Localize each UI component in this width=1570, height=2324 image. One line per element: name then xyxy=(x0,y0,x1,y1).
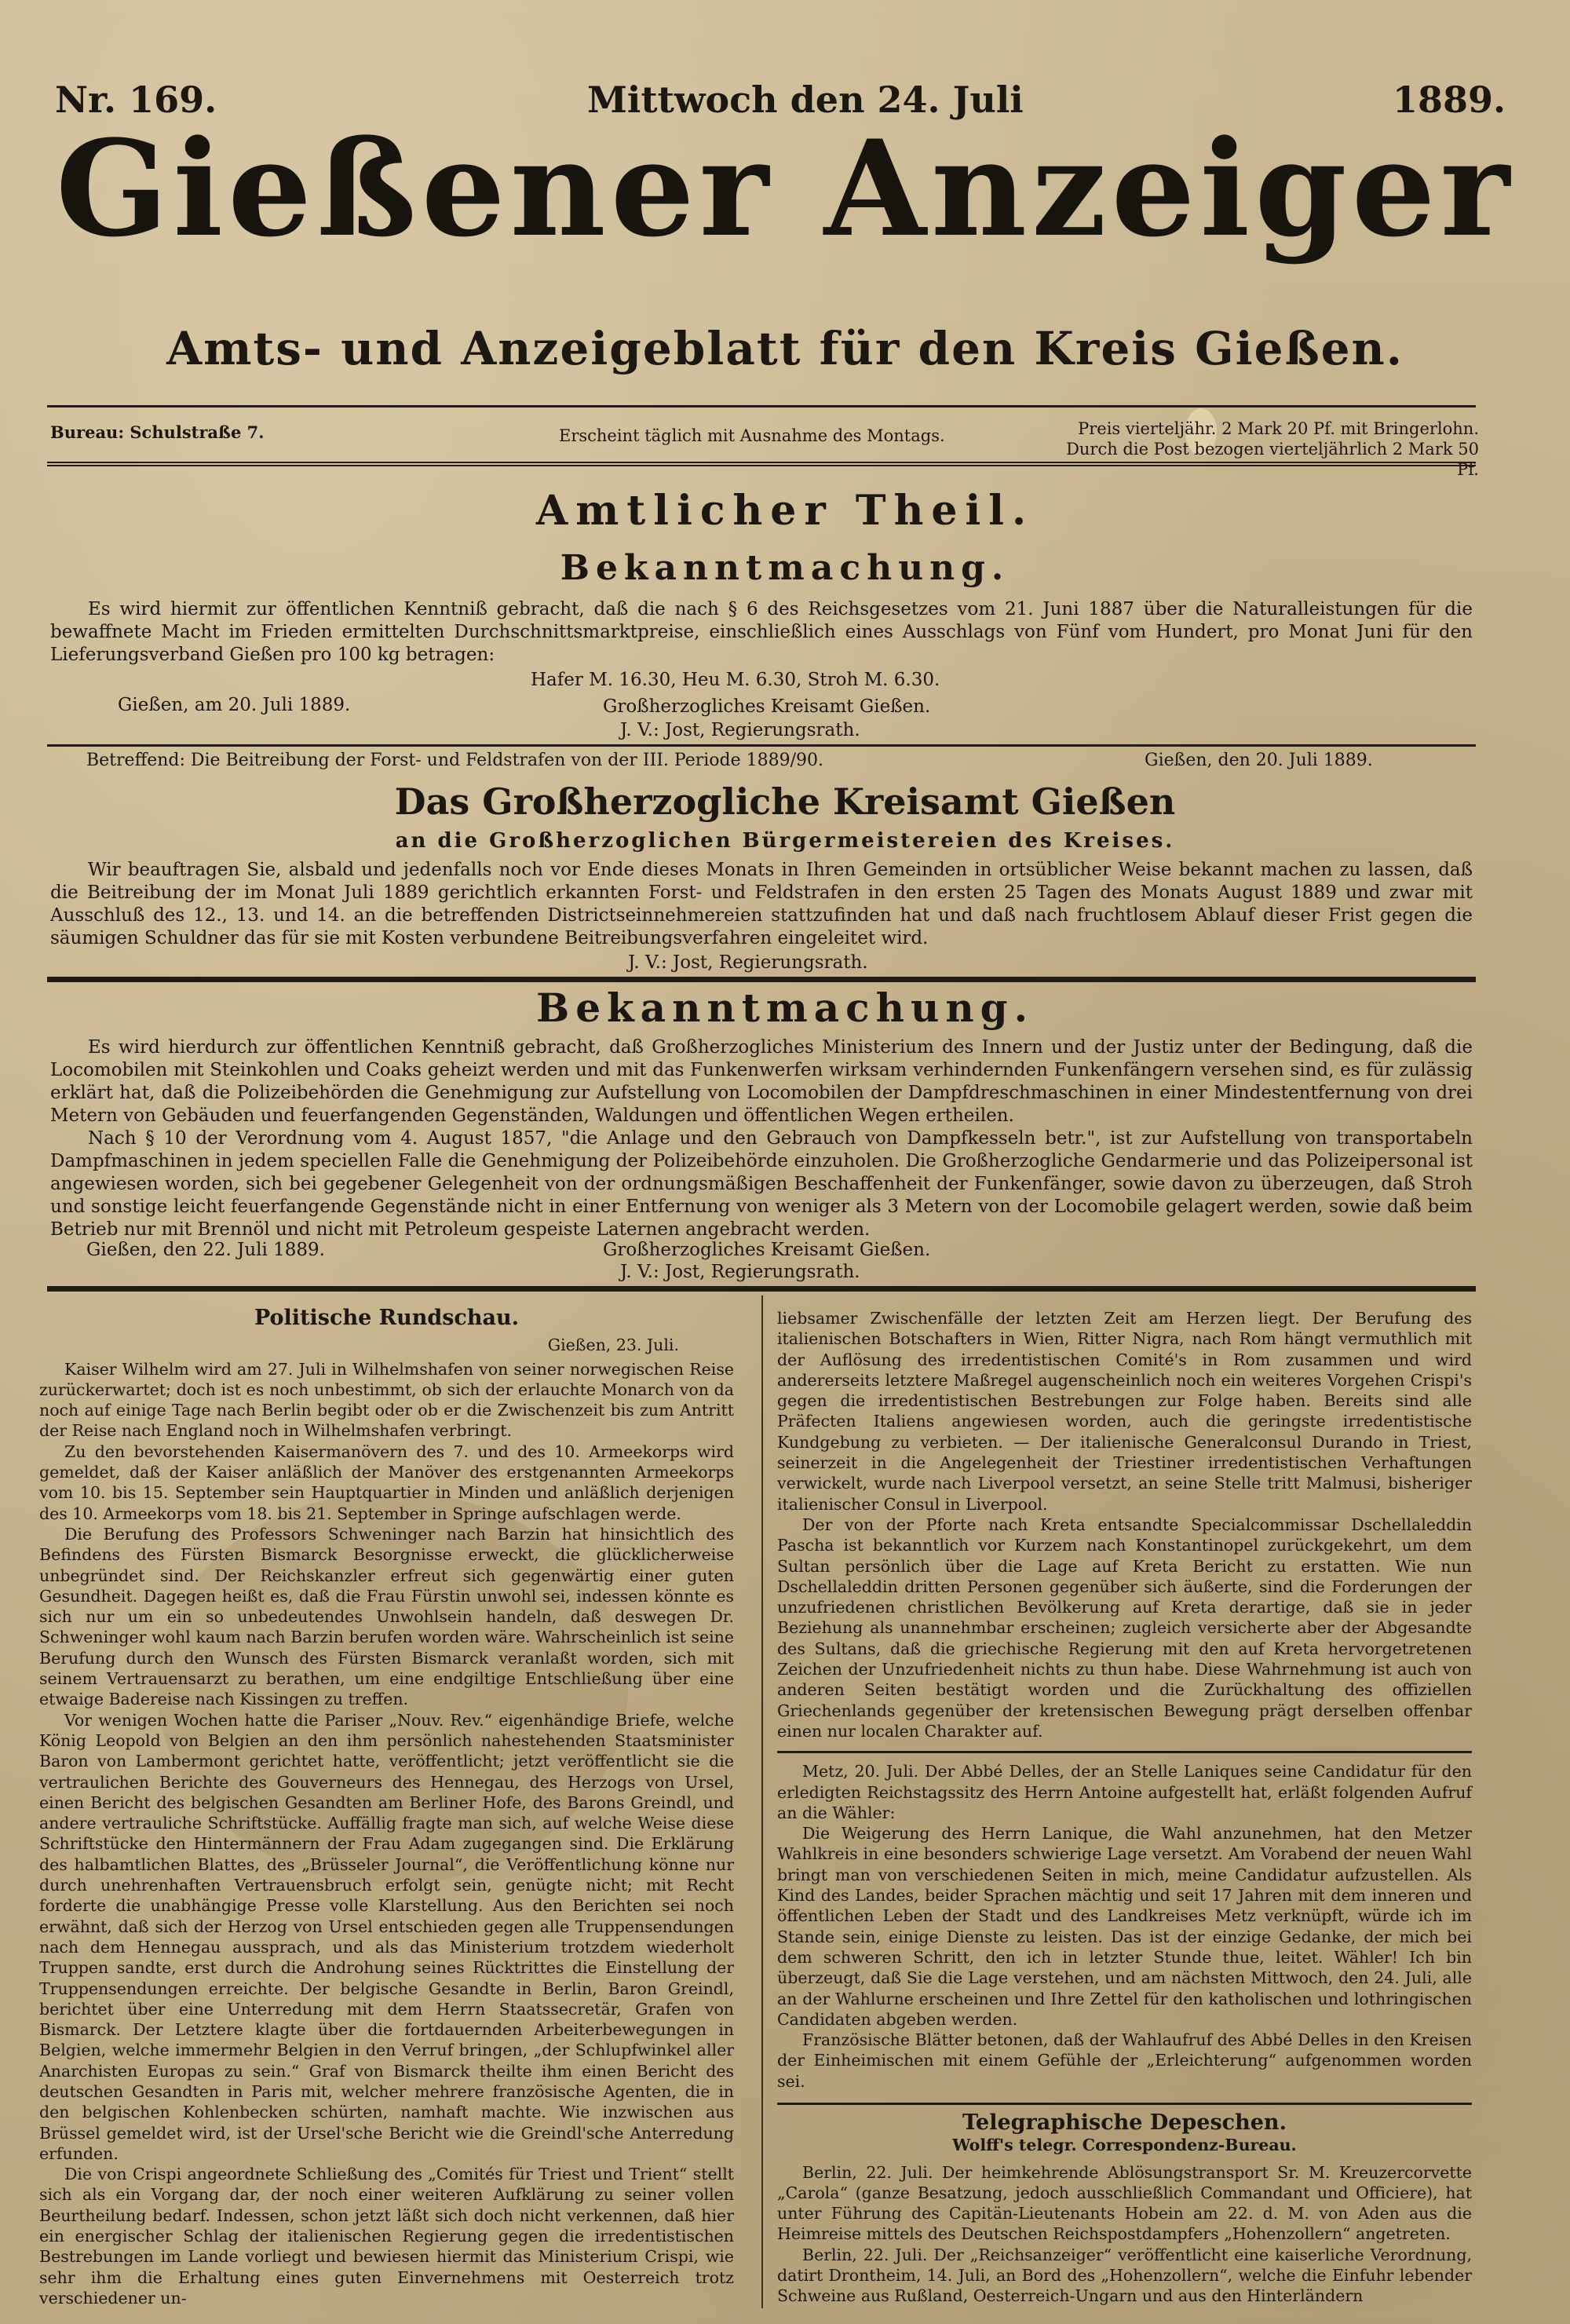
left-column xyxy=(39,1308,734,2308)
issue-date: Mittwoch den 24. Juli xyxy=(587,79,1024,121)
notice1-rule xyxy=(47,744,1476,747)
metz-quote: Die Weigerung des Herrn Lanique, die Wahl anzunehmen, hat den Metzer Wahlkreis in eine besonders schwierige Lage versetzt. Am Vorabend der neuen Wahl bringt man von verschiedenen Seiten in mich, meine Candidatur aufzustellen. Als Kind des Landes, beider Sprachen mächtig und seit 17 Jahren mit dem inneren und öffentlichen Leben der Stadt und des Landkreises Metz verknüpft, würde ich im Stande sein, einige Dienste zu leisten. Das ist der einzige Gedanke, der mich bei dem schweren Schritt, den ich in letzter Stunde thue, leitet. Wähler! Ich bin überzeugt, daß Sie die Lage verstehen, und am nächsten Mittwoch, den 24. Juli, alle an der Wahlurne erscheinen und Ihre Zettel für den katholischen und lothringischen Candidaten abgeben werden. xyxy=(777,1824,1472,2029)
notice1-signature-name: J. V.: Jost, Regierungsrath. xyxy=(620,720,860,740)
notice2-addressee: an die Großherzoglichen Bürgermeistereien des Kreises. xyxy=(395,829,1175,853)
politische-rundschau-title: Politische Rundschau. xyxy=(254,1306,520,1330)
notice3-signature-name: J. V.: Jost, Regierungsrath. xyxy=(620,1262,860,1282)
bureau-address: Bureau: Schulstraße 7. xyxy=(50,422,265,442)
notice2-signature: J. V.: Jost, Regierungsrath. xyxy=(628,952,868,973)
notice3-para1: Es wird hierdurch zur öffentlichen Kenntniß gebracht, daß Großherzogliches Ministerium des Innern und der Justiz unter der Bedingung, daß die Locomobilen mit Steinkohlen und Coaks geheizt werden und mit das Funkenwerfen wirksam verhindernden Funkenfängern versehen sind, es für zulässig erklärt hat, daß die Polizeibehörden die Genehmigung zur Aufstellung von Locomobilen der Dampfdreschmaschinen in einer Mindestentfernung von drei Metern von Gebäuden und feuerfangenden Gegenständen, Waldungen und öffentlichen Wegen ertheilen. xyxy=(50,1037,1473,1126)
price-line-1: Preis vierteljähr. 2 Mark 20 Pf. mit Bringerlohn. xyxy=(1078,419,1479,438)
telegraph-rule xyxy=(777,2103,1472,2105)
notice3-place-date: Gießen, den 22. Juli 1889. xyxy=(86,1240,325,1260)
telegraph-subtitle: Wolff's telegr. Correspondenz-Bureau. xyxy=(952,2136,1297,2155)
right-paragraph: liebsamer Zwischenfälle der letzten Zeit am Herzen liegt. Der Berufung des italienischen Botschafters in Wien, Ritter Nigra, nach Rom hängt vermuthlich mit der Auflösung des irredentistischen Comité's in Rom zusammen und wird andererseits letztere Maßregel augenscheinlich noch ein weiteres Vorgehen Crispi's gegen die irredentistischen Bestrebungen zur Folge haben. Bereits sind alle Präfecten Italiens angewiesen worden, auch die geringste irredentistische Kundgebung zu verbieten. — Der italienische Generalconsul Durando in Triest, seinerzeit in die Angelegenheit der Triestiner irredentistischen Verhaftungen verwickelt, wurde nach Liverpool versetzt, an seine Stelle tritt Malmusi, bisheriger italienischer Consul in Liverpool. xyxy=(777,1309,1472,1514)
rundschau-paragraph: Vor wenigen Wochen hatte die Pariser „Nouv. Rev.“ eigenhändige Briefe, welche König Leopold von Belgien an den ihm persönlich nahestehenden Staatsminister Baron von Lambermont gerichtet hatte, veröffentlicht; jetzt veröffentlicht sie die vertraulichen Berichte des Gouverneurs des Hennegau, des Herzogs von Ursel, einen Bericht des belgischen Gesandten am Berliner Hofe, des Barons Greindl, und andere vertrauliche Schriftstücke. Auffällig fragte man sich, auf welche Weise diese Schriftstücke den Hintermännern der Frau Adam zugegangen sind. Die Erklärung des halbamtlichen Blattes, des „Brüsseler Journal“, die Veröffentlichung könne nur durch unehrenhaften Vertrauensbruch erfolgt sein, genügte nicht; mit Recht forderte die unabhängige Presse volle Klarstellung. Aus den Berichten sei noch erwähnt, daß sich der Herzog von Ursel entschieden gegen alle Truppensendungen nach dem Hennegau aussprach, und als das Ministerium trotzdem wiederholt Truppen sandte, erst durch die Androhung seines Rücktrittes die Einstellung der Truppensendungen erreichte. Der belgische Gesandte in Berlin, Baron Greindl, berichtet über eine Unterredung mit dem Herrn Staatssecretär, Grafen von Bismarck. Der Letztere klagte über die fortdauernden Arbeiterbewegungen in Belgien, welche immermehr Belgien in den Verruf bringen, „der Schlupfwinkel aller Anarchisten Europas zu sein.“ Graf von Bismarck theilte ihm einen Bericht des deutschen Gesandten in Paris mit, welcher mehrere französische Agenten, die in den belgischen Kohlenbecken schürten, namhaft machte. Wie inzwischen aus Brüssel gemeldet wird, ist der Ursel'sche Bericht wie die Greindl'sche Anterredung erfunden. xyxy=(39,1710,734,2163)
notice1-text: Es wird hiermit zur öffentlichen Kenntniß gebracht, daß die nach § 6 des Reichsgesetzes vom 21. Juni 1887 über die Naturalleistungen für die bewaffnete Macht im Frieden ermittelten Durchschnittsmarktpreise, einschließlich eines Ausschlags von Fünf vom Hundert, pro Monat Juni für den Lieferungsverband Gießen pro 100 kg betragen: xyxy=(50,599,1473,665)
metz-rule xyxy=(777,1751,1472,1753)
notice3-title: Bekanntmachung. xyxy=(535,985,1035,1031)
official-section-end-rule xyxy=(47,1286,1476,1292)
publication-schedule: Erscheint täglich mit Ausnahme des Montags. xyxy=(559,426,945,445)
rundschau-dateline: Gießen, 23. Juli. xyxy=(547,1336,679,1355)
price-info xyxy=(1055,418,1479,480)
masthead-subtitle: Amts- und Anzeigeblatt für den Kreis Gießen. xyxy=(166,322,1404,375)
column-divider xyxy=(761,1295,763,2308)
notice3-signature-office: Großherzogliches Kreisamt Gießen. xyxy=(603,1240,931,1260)
header-double-rule xyxy=(47,462,1476,466)
rundschau-paragraph: Zu den bevorstehenden Kaisermanövern des 7. und des 10. Armeekorps wird gemeldet, daß der Kaiser anläßlich der Manöver des erstgenannten Armeekorps vom 10. bis 15. September sein Hauptquartier in Minden und anläßlich derjenigen des 10. Armeekorps vom 18. bis 21. September in Springe aufschlagen werde. xyxy=(39,1442,734,1523)
telegraph-item: Berlin, 22. Juli. Der „Reichsanzeiger“ veröffentlicht eine kaiserliche Verordnung, datirt Drontheim, 14. Juli, an Bord des „Hohenzollern“, welche die Einfuhr lebender Schweine aus Rußland, Oesterreich-Ungarn und aus den Hinterländern xyxy=(777,2245,1472,2306)
notice2-text: Wir beauftragen Sie, alsbald und jedenfalls noch vor Ende dieses Monats in Ihren Gemeinden in ortsüblicher Weise bekannt machen zu lassen, daß die Beitreibung der im Monat Juli 1889 gerichtlich erkannten Forst- und Feldstrafen in den ersten 25 Tagen des Monats August 1889 und zwar mit Ausschluß des 12., 13. und 14. an die betreffenden Districtseinnehmereien stattzufinden hat und daß nach fruchtlosem Ablauf dieser Frist gegen die säumigen Schuldner das für sie mit Kosten verbundene Beitreibungsverfahren eingeleitet wird. xyxy=(50,860,1473,948)
telegraph-title: Telegraphische Depeschen. xyxy=(962,2110,1287,2135)
rundschau-paragraph: Die Berufung des Professors Schweninger nach Barzin hat hinsichtlich des Befindens des Fürsten Bismarck Besorgnisse erweckt, die glücklicherweise unbegründet sind. Der Reichskanzler erfreut sich gegenwärtig einer guten Gesundheit. Dagegen heißt es, daß die Frau Fürstin unwohl sei, indessen könnte es sich nur um ein so unbedeutendes Unwohlsein handeln, daß deswegen Dr. Schweninger wohl kaum nach Barzin berufen worden wäre. Wahrscheinlich ist seine Berufung durch den Wunsch des Fürsten Bismarck veranlaßt worden, sich mit seinem Vertrauensarzt zu berathen, um eine endgiltige Entschließung über eine etwaige Badereise nach Kissingen zu treffen. xyxy=(39,1524,734,1709)
notice1-place-date: Gießen, am 20. Juli 1889. xyxy=(118,695,351,715)
masthead-title: Gießener Anzeiger xyxy=(55,111,1515,266)
metz-lead: Metz, 20. Juli. Der Abbé Delles, der an Stelle Laniques seine Candidatur für den erledigten Reichstagssitz des Herrn Antoine aufgestellt hat, erläßt folgenden Aufruf an die Wähler: xyxy=(777,1762,1472,1822)
notice2-place-date: Gießen, den 20. Juli 1889. xyxy=(1145,751,1373,770)
notice1-signature-office: Großherzogliches Kreisamt Gießen. xyxy=(603,696,931,717)
metz-french-papers: Französische Blätter betonen, daß der Wahlaufruf des Abbé Delles in den Kreisen der Einheimischen mit einem Gefühle der „Erleichterung“ aufgenommen worden sei. xyxy=(777,2030,1472,2091)
notice2-subject: Betreffend: Die Beitreibung der Forst- und Feldstrafen von der III. Periode 1889/90. xyxy=(86,751,824,770)
telegraph-item: Berlin, 22. Juli. Der heimkehrende Ablösungstransport Sr. M. Kreuzercorvette „Carola“ (ganze Besatzung, jedoch ausschließlich Commandant und Officiere), hat unter Führung des Capitän-Lieutenants Hobein am 22. d. M. von Aden aus die Heimreise mittels des Deutschen Reichspostdampfers „Hohenzollern“ angetreten. xyxy=(777,2162,1472,2244)
notice1-title: Bekanntmachung. xyxy=(560,548,1010,588)
issue-number: Nr. 169. xyxy=(55,79,217,121)
header-rule xyxy=(47,405,1476,407)
issue-year: 1889. xyxy=(1393,79,1506,121)
right-paragraph: Der von der Pforte nach Kreta entsandte Specialcommissar Dschellaleddin Pascha ist bekanntlich vor Kurzem nach Konstantinopel zurückgekehrt, um dem Sultan persönlich über die Lage auf Kreta Bericht zu erstatten. Wie nun Dschellaleddin dritten Personen gegenüber sich äußerte, sind die Forderungen der unzufriedenen christlichen Bevölkerung auf Kreta derartige, daß sie in jeder Beziehung als unannehmbar erscheinen; zugleich versicherte aber der Abgesandte des Sultans, daß die griechische Regierung mit den auf Kreta hervorgetretenen Zeichen der Unzufriedenheit nichts zu thun habe. Diese Wahrnehmung ist auch von anderen Seiten bestätigt worden und die Zurückhaltung des offiziellen Griechenlands gegenüber der kretensischen Bewegung prägt derselben offenbar einen nur localen Charakter auf. xyxy=(777,1515,1472,1741)
notice2-title: Das Großherzogliche Kreisamt Gießen xyxy=(394,780,1176,823)
rundschau-paragraph: Kaiser Wilhelm wird am 27. Juli in Wilhelmshafen von seiner norwegischen Reise zurückerwartet; doch ist es noch unbestimmt, ob sich der erlauchte Monarch von da noch auf einige Tage nach Berlin begibt oder ob er die Zwischenzeit bis zum Antritt der Reise nach England noch in Wilhelmshafen verbringt. xyxy=(39,1359,734,1441)
notice3-para2: Nach § 10 der Verordnung vom 4. August 1857, "die Anlage und den Gebrauch von Dampfkesseln betr.", ist zur Aufstellung von transportabeln Dampfmaschinen in jedem speciellen Falle die Genehmigung der Polizeibehörde einzuholen. Die Großherzogliche Gendarmerie und das Polizeipersonal ist angewiesen worden, sich bei gegebener Gelegenheit von der ordnungsmäßigen Beschaffenheit der Funkenfänger, sowie davon zu überzeugen, daß Stroh und sonstige leicht feuerfangende Gegenstände nicht in einer Entfernung von weniger als 3 Metern von der Locomobile gelagert werden, sowie daß beim Betrieb nur mit Brennöl und nicht mit Petroleum gespeiste Laternen angebracht werden. xyxy=(50,1128,1473,1240)
right-column xyxy=(777,1308,1472,2307)
notice1-prices: Hafer M. 16.30, Heu M. 6.30, Stroh M. 6.30. xyxy=(531,670,940,690)
rundschau-paragraph: Die von Crispi angeordnete Schließung des „Comités für Triest und Trient“ stellt sich als ein Vorgang dar, der noch einer weiteren Aufklärung zu seiner vollen Beurtheilung bedarf. Indessen, schon jetzt läßt sich doch nicht verkennen, daß hier ein energischer Schlag der italienischen Regierung gegen die irredentistischen Bestrebungen im Lande vorliegt und bewiesen hiermit das Ministerium Crispi, wie sehr ihm die Erhaltung eines guten Einvernehmens mit Oesterreich trotz verschiedener un- xyxy=(39,2165,734,2308)
notice2-rule xyxy=(47,977,1476,982)
price-line-2: Durch die Post bezogen vierteljährlich 2 Mark 50 Pf. xyxy=(1066,440,1479,479)
section-title-official: Amtlicher Theil. xyxy=(535,487,1035,535)
